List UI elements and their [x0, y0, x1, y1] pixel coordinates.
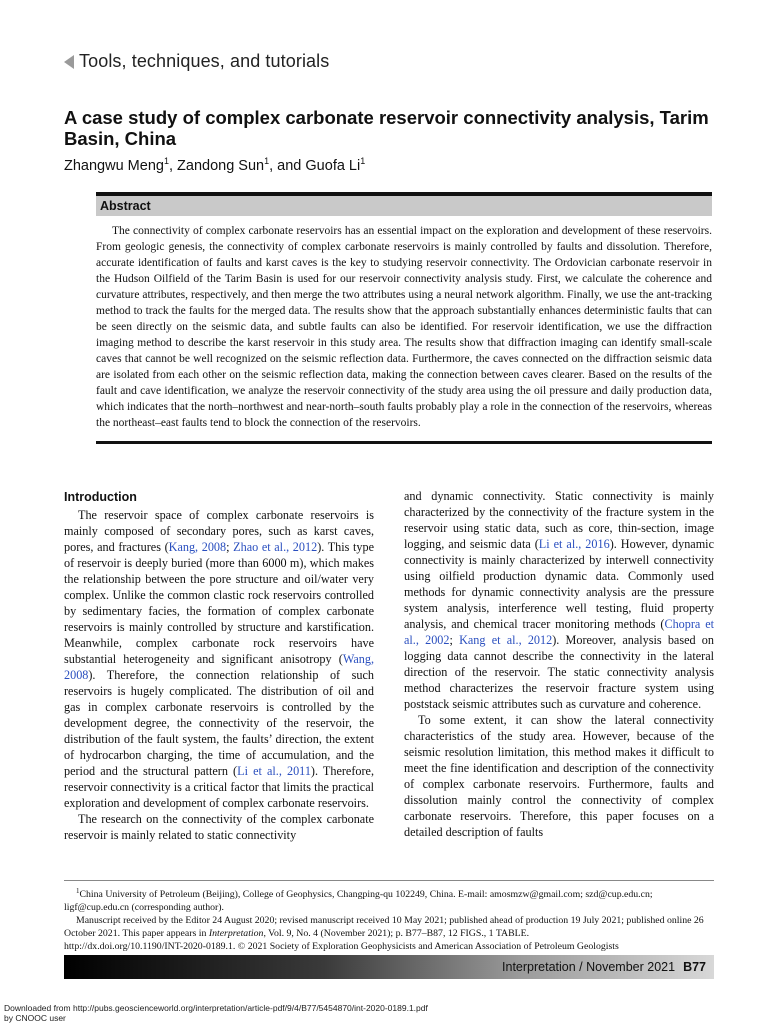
citation-link[interactable]: Kang et al., 2012 — [459, 633, 553, 647]
footer-page-number: B77 — [683, 960, 706, 974]
author-name: Guofa Li — [305, 158, 361, 174]
citation-link[interactable]: Kang, 2008 — [168, 540, 227, 554]
abstract-text: The connectivity of complex carbonate reservoirs has an essential impact on the exploration and development of these reservoirs. From geologic genesis, the connectivity of complex carbonate reservoirs is mainly controlled by faults and dissolution. Therefore, accurate identification of faults and karst caves is the key to studying reservoir connectivity. The Ordovician carbonate reservoir in the Hudson Oilfield of the Tarim Basin is used for our reservoir connectivity analysis study. First, we calculate the coherence and curvature attributes, respectively, and then merge the two attributes using a neural network algorithm. Finally, we use the ant-tracking method to track the faults for the merged data. The results show that the approach substantially enhances deterministic faults that can be seen directly on the seismic data, and subtle faults can also be identified. For reservoir identification, we use the diffraction imaging method to describe the karst reservoir in this study area. The results show that diffraction imaging can identify small-scale caves that cannot be well recognized on the seismic reflection data. Furthermore, the caves connected on the diffraction seismic data are isolated from each other on the seismic reflection data, making the connection between caves clearer. Based on the results of the fault and cave identification, we analyze the reservoir connectivity of the study area using the oil pressure and daily production data, which indicates that the north–northwest and near-north–south faults probably play a role in the connection of the reservoirs, whereas the northeast–east faults tend to block the connection of the reservoirs. — [96, 225, 712, 429]
section-tag-label: Tools, techniques, and tutorials — [79, 51, 330, 71]
download-user: by CNOOC user — [4, 1013, 66, 1023]
author-name: Zhangwu Meng — [64, 158, 164, 174]
paragraph-text: ). However, dynamic connectivity is mainly characterized by interwell connectivity using oilfield production dynamic data. Commonly used methods for dynamic connectivity analysis are the pressure system analysis, interference well testing, fluid property analysis, and chemical tracer monitoring methods ( — [404, 537, 714, 631]
paragraph-text: and dynamic connectivity. Static connectivity is mainly characterized by the connectivity of the fracture system in the reservoir using static data, such as core, thin-section, image logging, and seismic data ( — [404, 489, 714, 551]
journal-name: Interpretation — [208, 928, 264, 939]
doi-footnote[interactable]: http://dx.doi.org/10.1190/INT-2020-0189.1. © 2021 Society of Exploration Geophysicists and American Association of Petroleum Geologists — [64, 941, 619, 952]
section-tag — [64, 51, 329, 72]
citation-link[interactable]: Li et al., 2016 — [538, 537, 610, 551]
received-text: Manuscript received by the Editor 24 August 2020; revised manuscript received 10 May 2021; published ahead of production 19 July 2021; published online 26 October 2021. This paper appears in — [64, 915, 704, 939]
abstract-box — [96, 192, 712, 444]
body-paragraph — [404, 488, 714, 712]
paragraph-text: ; — [449, 633, 460, 647]
affiliation-footnote-text: China University of Petroleum (Beijing), College of Geophysics, Changping-qu 102249, China. E-mail: amosmzw@gmail.com; szd@cup.edu.cn; ligf@cup.edu.cn (corresponding author). — [64, 889, 653, 913]
paragraph-text: ). Therefore, reservoir connectivity is a critical factor that limits the practical exploration and development of complex carbonate reservoirs. — [64, 764, 375, 810]
citation-link[interactable]: Wang, 2008 — [64, 652, 374, 682]
footer-bar — [64, 955, 714, 979]
paragraph-text: ; — [226, 540, 234, 554]
affiliation-footnote-mark: 1 — [76, 887, 80, 895]
footer-journal-issue: Interpretation / November 2021 — [502, 960, 676, 974]
paragraph-text: ). Therefore, the connection relationship of such reservoirs is hugely complicated. The distribution of oil and gas in complex carbonate reservoirs is controlled by the development degree, the connectivity of the reservoir, the distribution of the fault system, the faults’ direction, the extent of hydrocarbon charging, the time of accumulation, and the period and the structural pattern ( — [64, 668, 374, 778]
citation-link[interactable]: Li et al., 2011 — [237, 764, 311, 778]
section-heading-introduction: Introduction — [64, 490, 137, 504]
author-separator: , — [168, 158, 178, 174]
body-column-right — [404, 488, 714, 840]
author-name: Zandong Sun — [177, 158, 265, 174]
triangle-left-icon — [64, 55, 74, 69]
body-paragraph — [64, 507, 374, 811]
footer-journal-info — [502, 960, 706, 974]
author-affiliation-mark: 1 — [360, 156, 366, 166]
affiliation-footnote — [64, 885, 714, 914]
body-paragraph: To some extent, it can show the lateral connectivity characteristics of the study area. However, because of the seismic resolution limitation, this method makes it difficult to meet the fine identification and description of the connectivity of complex carbonate reservoirs. Furthermore, faults and dissolution mainly control the connectivity of complex carbonate reservoirs. Therefore, this paper focuses on a detailed description of faults — [404, 713, 714, 839]
author-affiliation-mark: 1 — [264, 156, 270, 166]
body-column-left — [64, 490, 374, 843]
download-url[interactable]: Downloaded from http://pubs.geoscienceworld.org/interpretation/article-pdf/9/4/B77/5454870/int-2020-0189.1.pdf — [4, 1003, 428, 1013]
citation-link[interactable]: Zhao et al., 2012 — [233, 540, 318, 554]
citation-link[interactable]: Chopra et al., 2002 — [404, 617, 714, 647]
paragraph-text: ). This type of reservoir is deeply buried (more than 6000 m), which makes the relationship between the pore structure and oil/water very complex. Unlike the common clastic rock reservoirs controlled by sedimentary facies, the formation of complex carbonate reservoirs is mainly controlled by structure and karstification. Meanwhile, complex carbonate rock reservoirs have substantial heterogeneity and significant anisotropy ( — [64, 540, 375, 666]
download-notice — [4, 1003, 428, 1023]
footnotes — [64, 880, 714, 953]
article-title: A case study of complex carbonate reservoir connectivity analysis, Tarim Basin, China — [64, 107, 709, 149]
abstract-heading: Abstract — [96, 192, 712, 216]
volume-text: , Vol. 9, No. 4 (November 2021); p. B77–B87, 12 FIGS., 1 TABLE. — [263, 928, 530, 939]
abstract-bottom-rule — [96, 441, 712, 444]
paragraph-text: ). Moreover, analysis based on logging data cannot describe the connectivity in the lateral direction of the reservoir. The static connectivity analysis method characterizes the reservoir fracture system using poststack seismic attributes such as curvature and coherence. — [404, 633, 714, 711]
author-list — [64, 156, 365, 174]
received-footnote — [64, 914, 714, 940]
body-paragraph: The research on the connectivity of the complex carbonate reservoir is mainly related to static connectivity — [64, 812, 374, 842]
paragraph-text: The reservoir space of complex carbonate reservoirs is mainly composed of secondary pores, such as karst caves, pores, and fractures ( — [64, 508, 374, 554]
author-affiliation-mark: 1 — [163, 156, 169, 166]
author-separator: , and — [269, 158, 306, 174]
